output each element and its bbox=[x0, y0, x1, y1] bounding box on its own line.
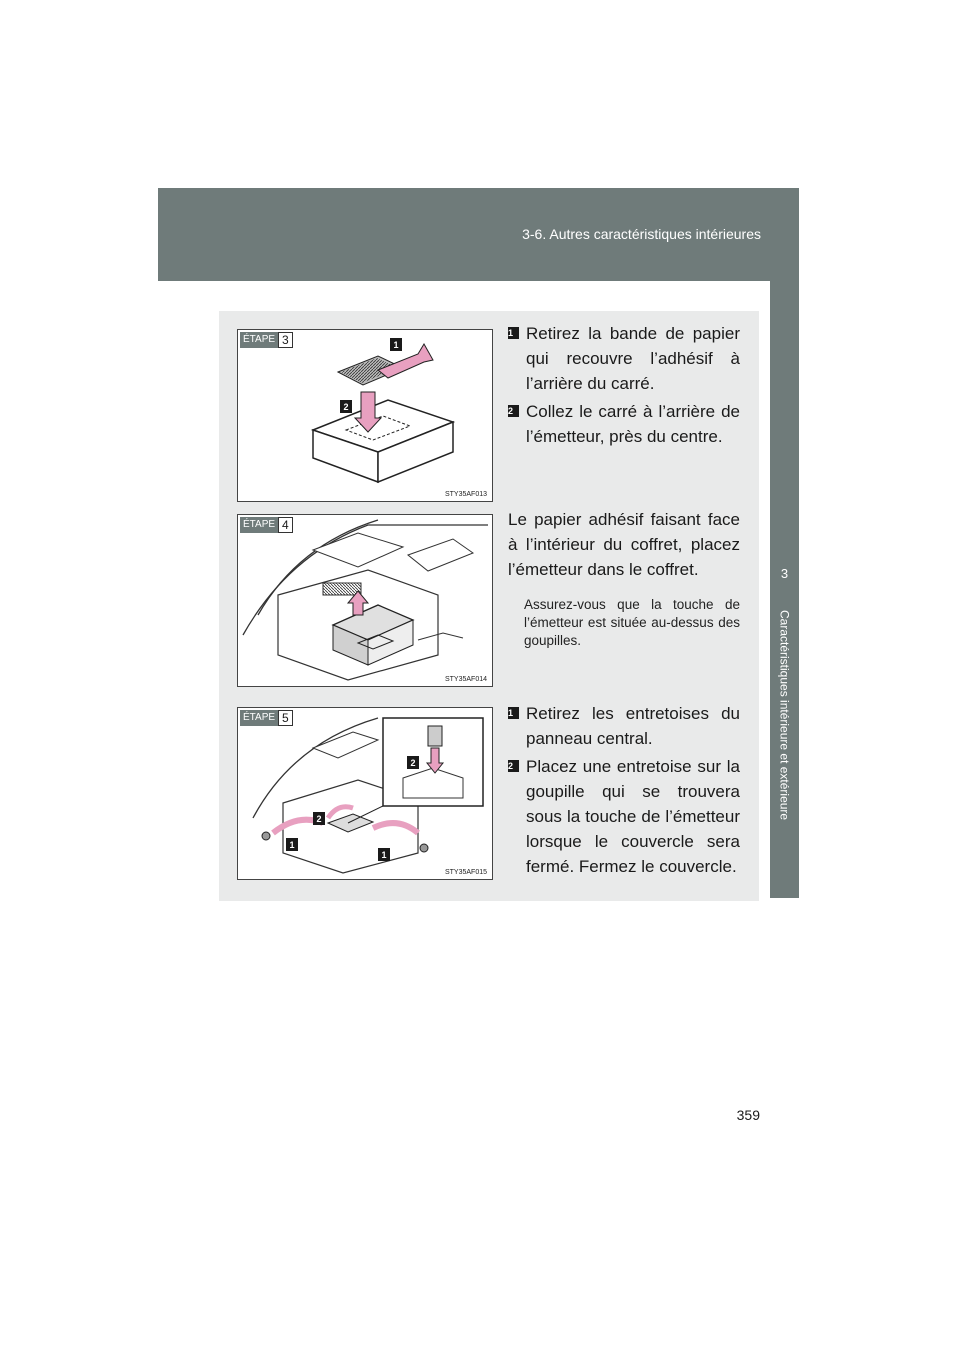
content-panel bbox=[219, 311, 759, 901]
list-item: 2 Collez le carré à l’arrière de l’émetteur, près du centre. bbox=[508, 402, 740, 446]
step-3-text bbox=[508, 321, 740, 452]
page-number: 359 bbox=[736, 1107, 760, 1123]
chapter-label: Caractéristiques intérieure et extérieure bbox=[777, 610, 792, 821]
figure-code: STY35AF014 bbox=[444, 676, 487, 683]
step-5-figure bbox=[237, 707, 493, 880]
section-header bbox=[158, 188, 799, 281]
step-4-label: ÉTAPE 4 bbox=[240, 517, 293, 533]
spacer-placement-illustration bbox=[238, 708, 493, 880]
transmitter-adhesive-illustration bbox=[238, 330, 493, 502]
list-item: 2 Placez une entretoise sur la goupille qui se trouvera sous la touche de l’émetteur lorsque le couvercle sera fermé. Fermez le couvercle. bbox=[508, 757, 740, 876]
number-marker: 1 bbox=[508, 707, 519, 719]
figure-code: STY35AF013 bbox=[444, 491, 487, 498]
section-title: 3-6. Autres caractéristiques intérieures bbox=[522, 226, 761, 242]
step-4-text bbox=[508, 507, 740, 650]
svg-text:2: 2 bbox=[316, 814, 322, 824]
chapter-number: 3 bbox=[780, 566, 789, 581]
svg-text:1: 1 bbox=[289, 840, 295, 850]
figure-code: STY35AF015 bbox=[444, 869, 487, 876]
svg-text:1: 1 bbox=[381, 850, 387, 860]
list-item: 1 Retirez les entretoises du panneau central. bbox=[508, 704, 740, 748]
step-3-figure bbox=[237, 329, 493, 502]
number-marker: 2 bbox=[508, 405, 519, 417]
note-text: Assurez-vous que la touche de l’émetteur est située au-dessus des goupilles. bbox=[524, 597, 740, 648]
number-marker: 2 bbox=[508, 760, 519, 772]
list-item: 1 Retirez la bande de papier qui recouvre l’adhésif à l’arrière du carré. bbox=[508, 324, 740, 393]
step-4-figure bbox=[237, 514, 493, 687]
step-5-text bbox=[508, 701, 740, 882]
step-3-label: ÉTAPE 3 bbox=[240, 332, 293, 348]
transmitter-insert-illustration bbox=[238, 515, 493, 687]
svg-text:1: 1 bbox=[393, 340, 399, 350]
instruction-paragraph: Le papier adhésif faisant face à l’intérieur du coffret, placez l’émetteur dans le coffret. bbox=[508, 510, 740, 579]
step-5-label: ÉTAPE 5 bbox=[240, 710, 293, 726]
svg-text:2: 2 bbox=[343, 402, 349, 412]
svg-text:2: 2 bbox=[410, 758, 416, 768]
number-marker: 1 bbox=[508, 327, 519, 339]
